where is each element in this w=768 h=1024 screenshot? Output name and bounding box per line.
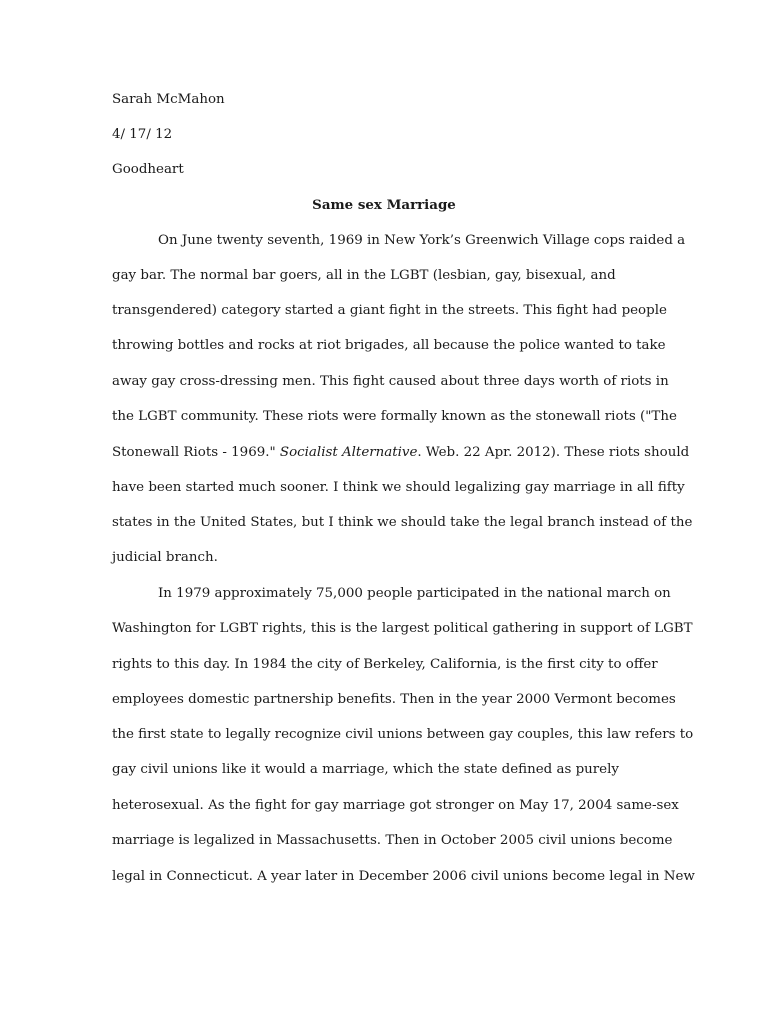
paragraph-line: In 1979 approximately 75,000 people participated in the national march on	[158, 586, 671, 601]
instructor-name: Goodheart	[112, 162, 184, 177]
paragraph-line: states in the United States, but I think we should take the legal branch instead of the	[112, 515, 693, 530]
paragraph-line: legal in Connecticut. A year later in December 2006 civil unions become legal in New	[112, 869, 695, 884]
paragraph-line: marriage is legalized in Massachusetts. Then in October 2005 civil unions become	[112, 833, 673, 848]
citation-line	[112, 443, 689, 463]
citation-source: Socialist Alternative	[279, 445, 418, 460]
paragraph-line: heterosexual. As the fight for gay marriage got stronger on May 17, 2004 same-sex	[112, 798, 679, 813]
document-date: 4/ 17/ 12	[112, 127, 173, 142]
paragraph-line: rights to this day. In 1984 the city of Berkeley, California, is the first city to offer	[112, 657, 658, 672]
paragraph-line: Washington for LGBT rights, this is the largest political gathering in support of LGBT	[112, 621, 693, 636]
essay-title: Same sex Marriage	[312, 197, 456, 213]
paragraph-line: On June twenty seventh, 1969 in New York’s Greenwich Village cops raided a	[158, 233, 686, 248]
paragraph-line: gay civil unions like it would a marriage, which the state defined as purely	[112, 762, 619, 777]
paragraph-line: the first state to legally recognize civil unions between gay couples, this law refers to	[112, 727, 694, 742]
paragraph-line: have been started much sooner. I think we should legalizing gay marriage in all fifty	[112, 480, 685, 495]
paragraph-line: transgendered) category started a giant fight in the streets. This fight had people	[112, 303, 667, 318]
paragraph-line: employees domestic partnership benefits. Then in the year 2000 Vermont becomes	[112, 692, 676, 707]
citation-text: Stonewall Riots - 1969."	[112, 445, 280, 460]
citation-text: . Web. 22 Apr. 2012). These riots should	[417, 445, 690, 460]
paragraph-line: gay bar. The normal bar goers, all in the LGBT (lesbian, gay, bisexual, and	[112, 268, 616, 283]
paragraph-line: away gay cross-dressing men. This fight caused about three days worth of riots in	[112, 374, 669, 389]
paragraph-line: the LGBT community. These riots were formally known as the stonewall riots ("The	[112, 409, 677, 424]
paragraph-line: judicial branch.	[112, 550, 218, 565]
paragraph-line: throwing bottles and rocks at riot brigades, all because the police wanted to take	[112, 338, 666, 353]
author-name: Sarah McMahon	[112, 92, 225, 107]
